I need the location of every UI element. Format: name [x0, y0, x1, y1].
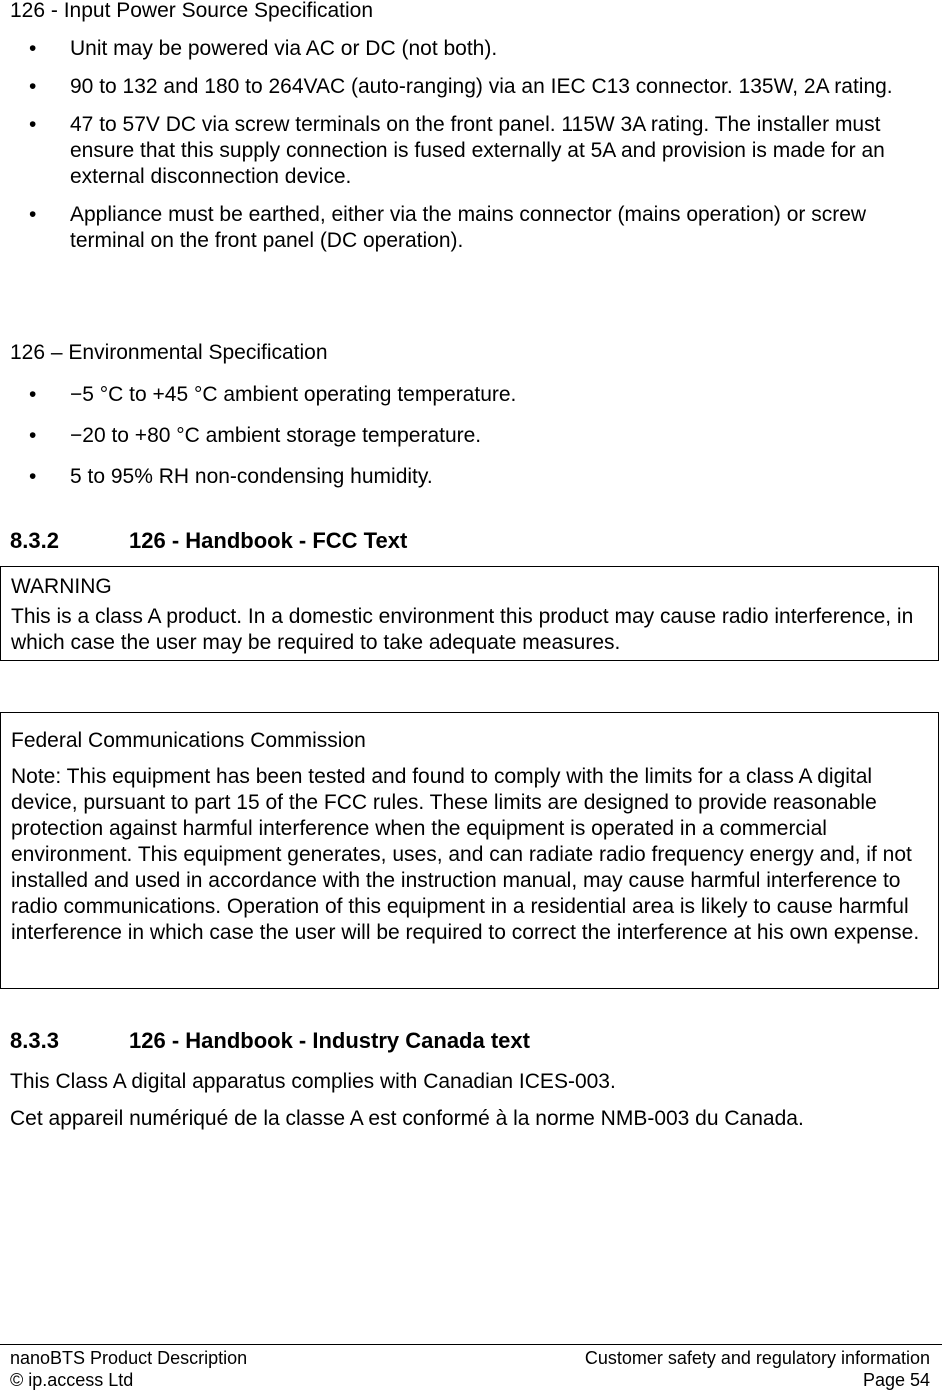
list-item: • 5 to 95% RH non-condensing humidity. [29, 465, 433, 488]
ic-statement-fr: Cet appareil numériqué de la classe A est conformé à la norme NMB-003 du Canada. [10, 1107, 804, 1130]
footer-page-number: Page 54 [862, 1370, 930, 1390]
fcc-heading: Federal Communications Commission [11, 729, 366, 752]
footer-divider [0, 1344, 942, 1345]
bullet-icon: • [29, 75, 37, 98]
bullet-icon: • [29, 383, 37, 406]
power-spec-section [10, 0, 932, 254]
warning-box [0, 566, 939, 661]
warning-label: WARNING [11, 575, 112, 598]
environment-spec-list [10, 382, 932, 490]
bullet-icon: • [29, 37, 37, 60]
environment-spec-section [10, 342, 932, 490]
footer-copyright: © ip.access Ltd [10, 1370, 134, 1390]
list-item: • −20 to +80 °C ambient storage temperature. [29, 424, 482, 447]
ic-statement-en: This Class A digital apparatus complies with Canadian ICES-003. [10, 1070, 616, 1093]
fcc-notice-box [0, 712, 939, 989]
section-title: 126 - Handbook - FCC Text [129, 528, 408, 553]
section-title: 126 - Handbook - Industry Canada text [129, 1028, 530, 1053]
bullet-icon: • [29, 113, 37, 136]
environment-spec-title: 126 – Environmental Specification [10, 341, 328, 364]
fcc-note: Note: This equipment has been tested and found to comply with the limits for a class A digital device, pursuant to part 15 of the FCC rules. These limits are designed to provide reasonable protection against harmful interference when the equipment is operated in a commercial environment. This equipment generates, uses, and can radiate radio frequency energy and, if not installed and used in accordance with the instruction manual, may cause harmful interference to radio communications. Operation of this equipment in a residential area is likely to cause harmful interference in which case the user will be required to correct the interference at his own expense. [11, 765, 920, 944]
list-item: • Unit may be powered via AC or DC (not both). [29, 37, 498, 60]
bullet-icon: • [29, 424, 37, 447]
section-number: 8.3.3 [10, 1028, 59, 1053]
power-spec-list [10, 36, 932, 254]
bullet-icon: • [29, 465, 37, 488]
bullet-icon: • [29, 203, 37, 226]
power-spec-title: 126 - Input Power Source Specification [10, 0, 374, 22]
list-item: • 90 to 132 and 180 to 264VAC (auto-ranging) via an IEC C13 connector. 135W, 2A rating. [29, 75, 893, 98]
list-item: • 47 to 57V DC via screw terminals on the front panel. 115W 3A rating. The installer must ensure that this supply connection is fused externally at 5A and provision is made for an external disconnection device. [29, 113, 885, 188]
footer-chapter: Customer safety and regulatory information [584, 1348, 930, 1368]
footer-product: nanoBTS Product Description [10, 1348, 248, 1368]
list-item: • −5 °C to +45 °C ambient operating temperature. [29, 383, 517, 406]
footer [10, 1347, 930, 1391]
warning-text: This is a class A product. In a domestic environment this product may cause radio interference, in which case the user may be required to take adequate measures. [11, 605, 914, 654]
list-item: • Appliance must be earthed, either via the mains connector (mains operation) or screw terminal on the front panel (DC operation). [29, 203, 867, 252]
section-number: 8.3.2 [10, 528, 59, 553]
